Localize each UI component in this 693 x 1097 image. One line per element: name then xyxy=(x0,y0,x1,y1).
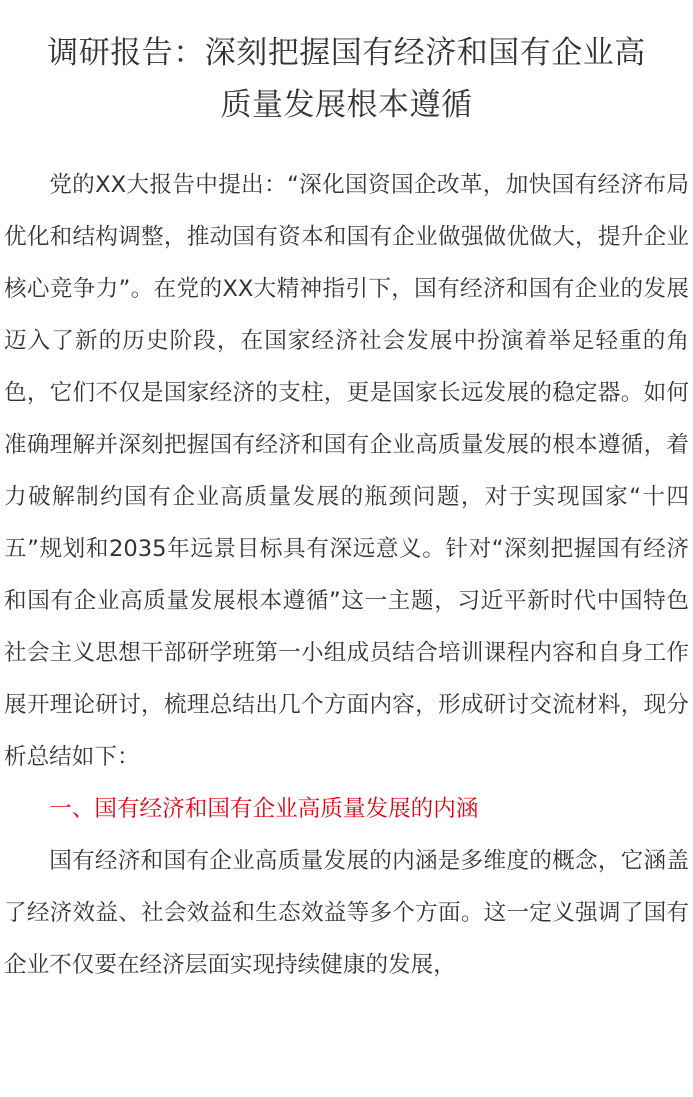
section-heading-1: 一、国有经济和国有企业高质量发展的内涵 xyxy=(49,796,479,822)
body-paragraph-section1: 国有经济和国有企业高质量发展的内涵是多维度的概念，它涵盖了经济效益、社会效益和生态效益等多个方面。这一定义强调了国有企业不仅要在经济层面实现持续健康的发展， xyxy=(4,848,689,978)
document-title xyxy=(4,0,689,131)
document-body xyxy=(4,159,689,991)
body-paragraph-intro: 党的XX大报告中提出：“深化国资国企改革，加快国有经济布局优化和结构调整，推动国有资本和国有企业做强做优做大，提升企业核心竞争力”。在党的XX大精神指引下，国有经济和国有企业的发展迈入了新的历史阶段，在国家经济社会发展中扮演着举足轻重的角色，它们不仅是国家经济的支柱，更是国家长远发展的稳定器。如何准确理解并深刻把握国有经济和国有企业高质量发展的根本遵循，着力破解制约国有企业高质量发展的瓶颈问题，对于实现国家“十四五”规划和2035年远景目标具有深远意义。针对“深刻把握国有经济和国有企业高质量发展根本遵循”这一主题，习近平新时代中国特色社会主义思想干部研学班第一小组成员结合培训课程内容和自身工作展开理论研讨，梳理总结出几个方面内容，形成研讨交流材料，现分析总结如下： xyxy=(4,172,689,770)
title-line-1: 调研报告：深刻把握国有经济和国有企业高 xyxy=(47,35,646,71)
title-line-2: 质量发展根本遵循 xyxy=(220,87,473,123)
